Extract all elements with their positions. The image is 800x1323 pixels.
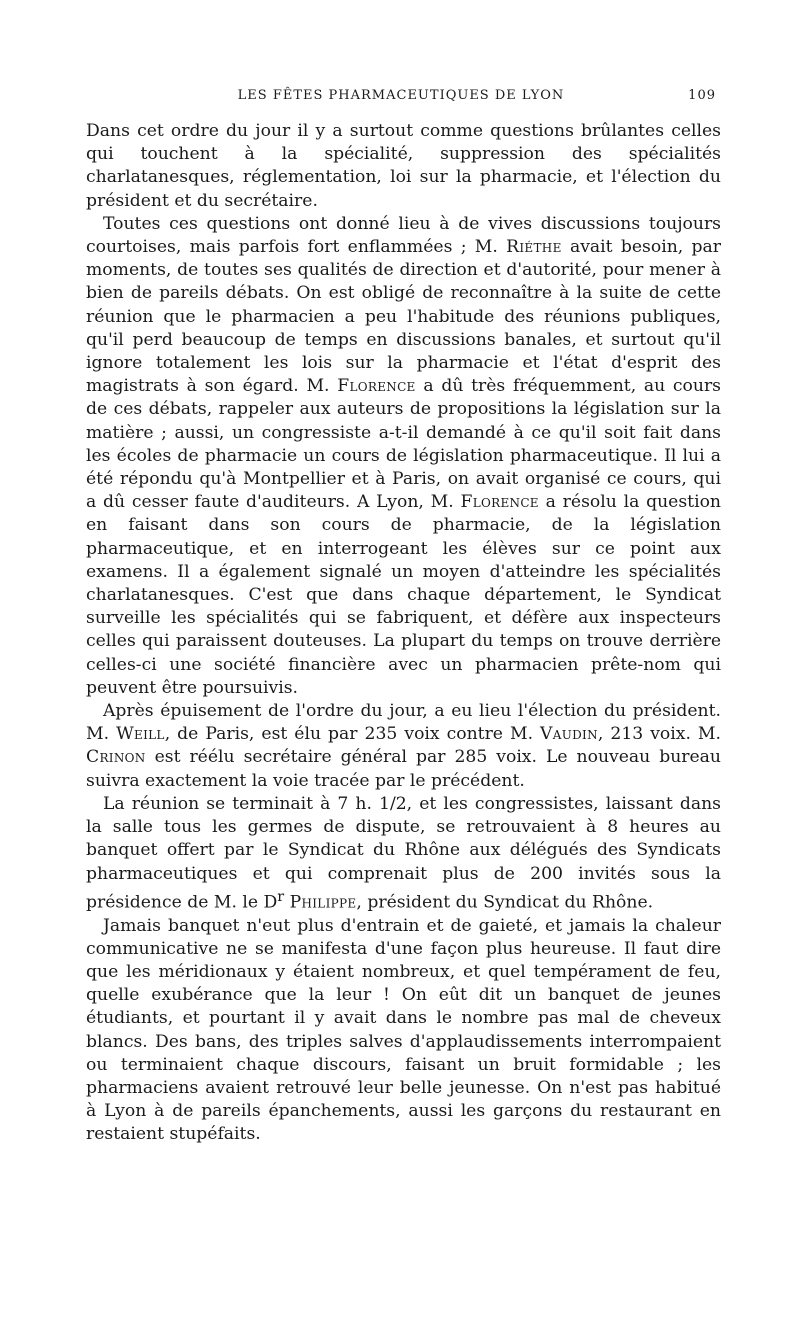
- paragraph-2-text-3: a dû très fréquemment, au cours de ces débats, rappeler aux auteurs de propositions la législation sur la matière ; aussi, un congressiste a-t-il demandé à ce qu'il soit fait dans les écoles de pharmacie un cours de législation pharmaceutique. Il lui a été répondu qu'à Montpellier et à Paris, on avait organisé ce cours, qui a dû cesser faute d'auditeurs. A Lyon, M.: [86, 376, 722, 513]
- paragraph-4-text-1: La réunion se terminait à 7 h. 1/2, et les congressistes, laissant dans la salle tous les germes de dispute, se retrouvaient à 8 heures au banquet offert par le Syndicat du Rhône aux délégués des Syndicats pharmaceutiques et qui comprenait plus de 200 invités sous la présidence de M. le D: [86, 793, 721, 913]
- paragraph-3-text-1: Après épuisement de l'ordre du jour, a eu lieu l'élection du président. M.: [86, 701, 721, 745]
- person-name-florence-2: Florence: [460, 492, 539, 513]
- paragraph-2-text-2: avait besoin, par moments, de toutes ses qualités de direction et d'autorité, pour mener à bien de pareils débats. On est obligé de reconnaître à la suite de cette réunion que le pharmacien a peu l'habitude des réunions publiques, qu'il perd beaucoup de temps en discussions banales, et surtout qu'il ignore totalement les lois sur la pharmacie et l'état d'esprit des magistrats à son égard. M.: [86, 237, 721, 397]
- body-text: [86, 120, 721, 1147]
- paragraph-4: [86, 793, 721, 915]
- running-title: LES FÊTES PHARMACEUTIQUES DE LYON: [237, 88, 565, 103]
- paragraph-2-text-1: Toutes ces questions ont donné lieu à de vives discussions toujours courtoises, mais parfois fort enflammées ; M.: [86, 213, 721, 258]
- page-number: 109: [688, 88, 716, 103]
- paragraph-3-text-4: est réélu secrétaire général par 285 voix. Le nouveau bureau suivra exactement la voie tracée par le précédent.: [86, 747, 721, 791]
- paragraph-2: [86, 213, 721, 700]
- person-name-philippe: Philippe: [289, 892, 357, 913]
- person-name-weill: Weill: [116, 724, 165, 745]
- paragraph-4-text-2: , président du Syndicat du Rhône.: [356, 892, 654, 913]
- person-name-crinon: Crinon: [86, 747, 146, 768]
- paragraph-3: [86, 700, 721, 793]
- person-name-vaudin: Vaudin: [540, 724, 598, 745]
- paragraph-1: Dans cet ordre du jour il y a surtout comme questions brûlantes celles qui touchent à la spécialité, suppression des spécialités charlatanesques, réglementation, loi sur la pharmacie, et l'élection du président et du secrétaire.: [86, 121, 721, 211]
- person-name-riethe: Riéthe: [506, 237, 562, 258]
- running-head: [86, 88, 716, 108]
- superscript-r: r: [277, 888, 285, 905]
- paragraph-3-text-3: , 213 voix. M.: [597, 724, 721, 745]
- paragraph-5: Jamais banquet n'eut plus d'entrain et de gaieté, et jamais la chaleur communicative ne se manifesta d'une façon plus heureuse. Il faut dire que les méridionaux y étaient nombreux, et quel tempérament de feu, quelle exubérance que la leur ! On eût dit un banquet de jeunes étudiants, et pourtant il y avait dans le nombre pas mal de cheveux blancs. Des bans, des triples salves d'applaudissements interrompaient ou terminaient chaque discours, faisant un bruit formidable ; les pharmaciens avaient retrouvé leur belle jeunesse. On n'est pas habitué à Lyon à de pareils épanchements, aussi les garçons du restaurant en restaient stupéfaits.: [86, 915, 721, 1145]
- paragraph-3-text-2: , de Paris, est élu par 235 voix contre M.: [164, 724, 541, 745]
- paragraph-2-text-4: a résolu la question en faisant dans son cours de pharmacie, de la législation pharmaceutique, et en interrogeant les élèves sur ce point aux examens. Il a également signalé un moyen d'atteindre les spécialités charlatanesques. C'est que dans chaque département, le Syndicat surveille les spécialités qui se fabriquent, et défère aux inspecteurs celles qui paraissent douteuses. La plupart du temps on trouve derrière celles-ci une société financière avec un pharmacien prête-nom qui peuvent être poursuivis.: [86, 492, 721, 698]
- person-name-florence: Florence: [337, 376, 416, 397]
